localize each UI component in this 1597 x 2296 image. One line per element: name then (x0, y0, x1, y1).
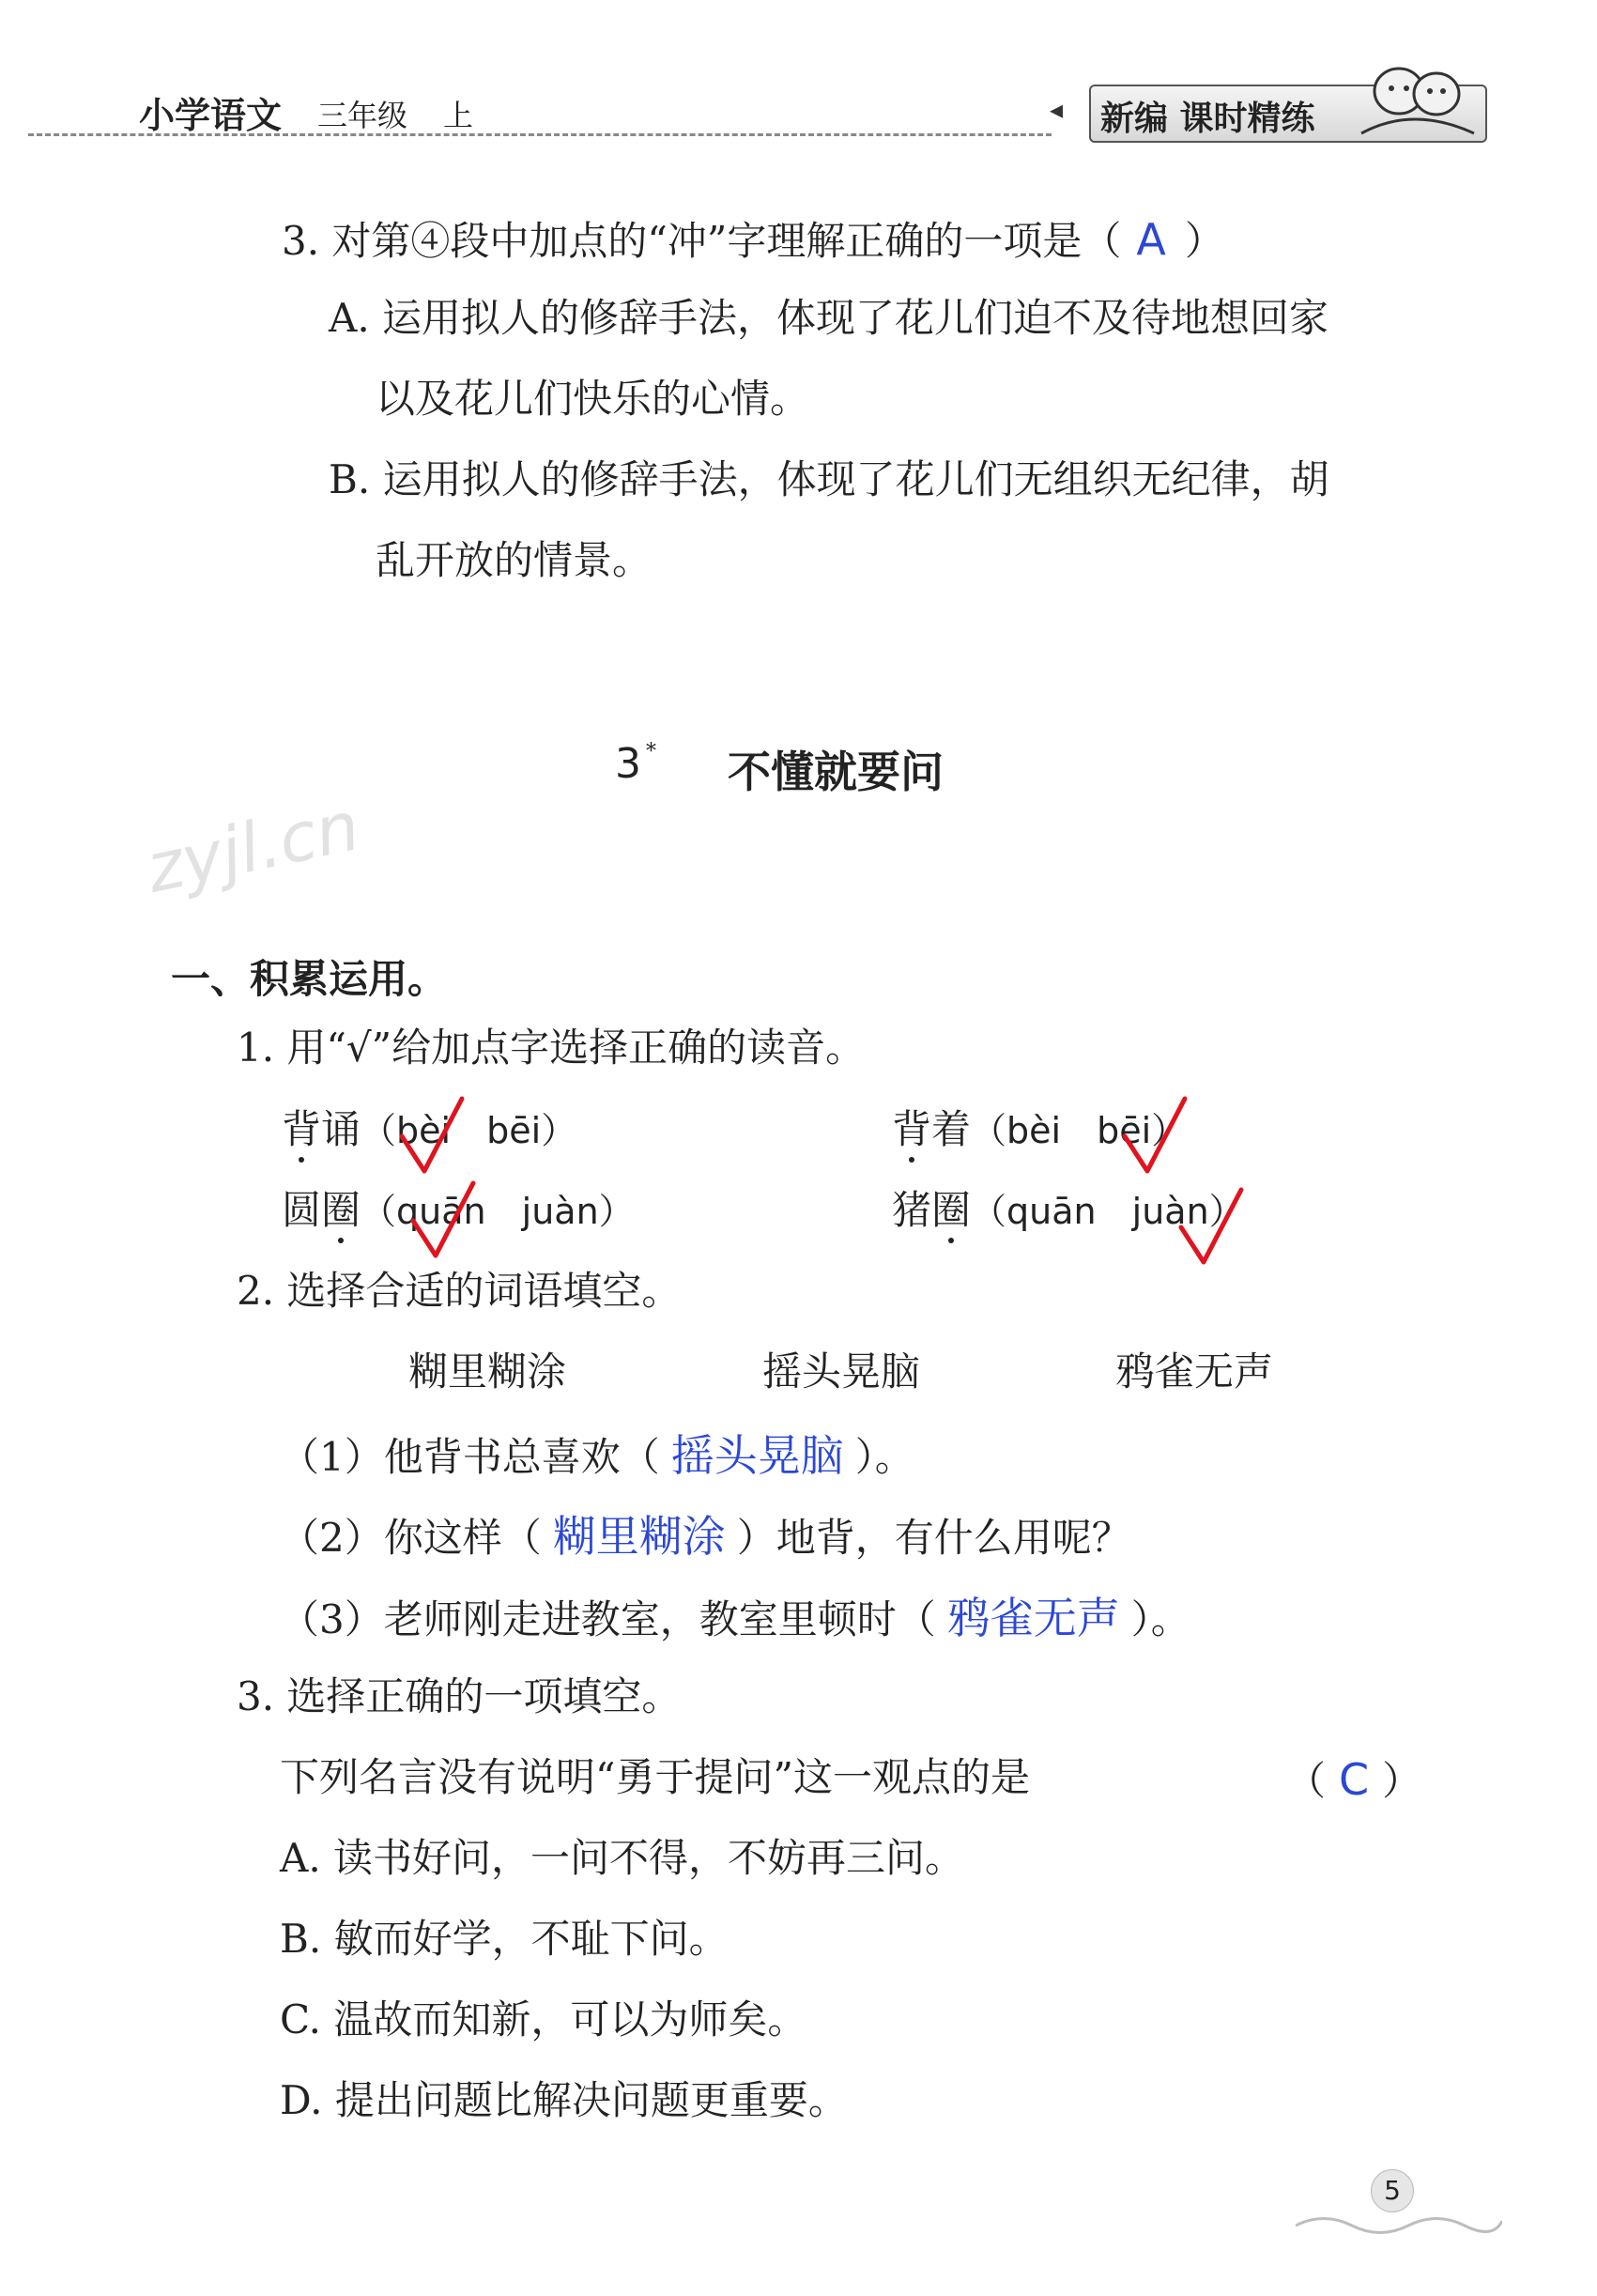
pinyin-opt1: quān (396, 1191, 486, 1232)
pinyin-opt2: bēi (486, 1110, 542, 1151)
q3-answer: C (1339, 1754, 1370, 1805)
word-bank-3: 鸦雀无声 (1115, 1348, 1274, 1395)
pinyin-options: （bèi bēi） (971, 1110, 1188, 1151)
word-rest: 诵 (321, 1106, 361, 1152)
pinyin-opt2: juàn (521, 1191, 599, 1232)
q2-sentence-2 (280, 1511, 1131, 1562)
handwritten-answer: 鸦雀无声 (946, 1593, 1120, 1643)
paren-right: ） (1382, 1758, 1422, 1804)
word-rest: 着 (931, 1106, 972, 1152)
q3-option-a: A. 读书好问，一问不得，不妨再三问。 (280, 1835, 965, 1881)
prev-q3-option-b-line2: 乱开放的情景。 (376, 537, 653, 583)
pinyin-opt1: bèi (396, 1110, 452, 1151)
word-bank-1: 糊里糊涂 (408, 1348, 567, 1395)
wave-decoration-icon (1296, 2207, 1502, 2244)
prev-q3-stem (282, 214, 1224, 265)
check-mark-icon (1174, 1185, 1249, 1270)
prev-q3-option-b-line1: B. 运用拟人的修辞手法，体现了花儿们无组织无纪律，胡 (329, 456, 1329, 502)
header-subject: 小学语文 (139, 95, 283, 136)
sentence-text: ）地背，有什么用呢？ (736, 1515, 1131, 1561)
sentence-text: （2）你这样（ (280, 1515, 542, 1561)
check-mark-icon (406, 1179, 481, 1263)
pinyin-opt1: bèi (1006, 1110, 1062, 1151)
check-mark-icon (1117, 1094, 1192, 1179)
pinyin-opt1: quān (1006, 1191, 1097, 1232)
q3-answer-paren (1286, 1754, 1422, 1805)
header-divider (28, 133, 1052, 136)
q3-option-b: B. 敏而好学，不耻下问。 (280, 1916, 729, 1962)
prev-q3-stem-text: 3. 对第④段中加点的“冲”字理解正确的一项是（ (282, 218, 1122, 264)
word-start: 圆 (282, 1187, 322, 1233)
dotted-char: 圈 (321, 1187, 361, 1233)
brand-title: 新编 课时精练 (1100, 100, 1315, 138)
q2-sentence-1 (280, 1430, 914, 1481)
page-number: 5 (1371, 2169, 1414, 2212)
prev-q3-stem-close: ） (1184, 218, 1224, 264)
word-start: 猪 (892, 1187, 932, 1233)
watermark: zyjl.cn (139, 786, 366, 908)
q3-question: 下列名言没有说明“勇于提问”这一观点的是 (280, 1754, 1030, 1800)
handwritten-answer: 摇头晃脑 (670, 1430, 844, 1481)
cartoon-mascot-icon (1343, 49, 1483, 143)
part1-heading: 一、积累运用。 (171, 956, 448, 1002)
dotted-char: 圈 (931, 1187, 972, 1233)
pinyin-options: （quān juàn） (971, 1191, 1245, 1232)
q1-stem: 1. 用“√”给加点字选择正确的读音。 (237, 1025, 866, 1071)
pinyin-opt2: bēi (1097, 1110, 1152, 1151)
pinyin-opt2: juàn (1131, 1191, 1209, 1232)
header-grade: 三年级 (317, 98, 408, 133)
prev-q3-answer: A (1136, 214, 1166, 265)
q3-option-c: C. 温故而知新，可以为师矣。 (280, 1996, 807, 2042)
q2-stem: 2. 选择合适的词语填空。 (237, 1268, 682, 1314)
sentence-text: （1）他背书总喜欢（ (280, 1434, 660, 1480)
q3-stem: 3. 选择正确的一项填空。 (237, 1673, 682, 1719)
sentence-text: （3）老师刚走进教室，教室里顿时（ (280, 1596, 936, 1642)
sentence-text: ）。 (1130, 1596, 1190, 1642)
pinyin-options: （bèi bēi） (361, 1110, 577, 1151)
lesson-number: 3 (615, 740, 641, 788)
paren-left: （ (1286, 1758, 1327, 1804)
prev-q3-option-a-line2: 以及花儿们快乐的心情。 (376, 376, 810, 422)
sentence-text: ）。 (854, 1434, 914, 1480)
check-mark-icon (394, 1094, 469, 1179)
prev-q3-option-a-line1: A. 运用拟人的修辞手法，体现了花儿们迫不及待地想回家 (329, 295, 1329, 341)
dotted-char: 背 (282, 1106, 322, 1152)
dotted-char: 背 (892, 1106, 932, 1152)
pinyin-options: （quān juàn） (361, 1191, 635, 1232)
header-term: 上 (443, 98, 474, 133)
word-bank-2: 摇头晃脑 (762, 1348, 921, 1395)
q3-option-d: D. 提出问题比解决问题更重要。 (280, 2077, 848, 2123)
lesson-mark: * (646, 740, 656, 763)
q2-sentence-3 (280, 1593, 1190, 1643)
header-arrow-icon: ◂ (1050, 94, 1064, 125)
handwritten-answer: 糊里糊涂 (552, 1511, 726, 1562)
lesson-title: 不懂就要问 (728, 747, 944, 797)
